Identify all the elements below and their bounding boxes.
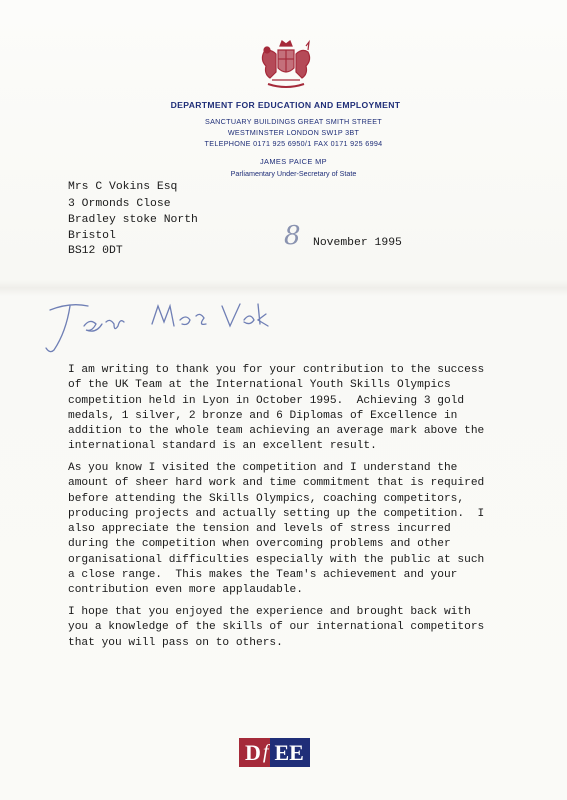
body-paragraph-2: As you know I visited the competition and I understand the amount of sheer hard work and time commitment that is required before attending the Skills Olympics, coaching competitors, producing projects and actually setting up the competition. I also appreciate the tension and levels of stress incurred during the competition when overcoming problems and other organisational difficulties especially with the public at such a close range. This makes the Team's achievement and your contribution even more applaudable. [68,462,485,597]
letter-date: November 1995 [313,237,402,249]
recipient-street: 3 Ormonds Close [68,198,171,210]
handwritten-salutation [40,292,280,362]
logo-ee: EE [270,738,309,767]
address-line-1: SANCTUARY BUILDINGS GREAT SMITH STREET [204,117,382,126]
phone-fax-line: TELEPHONE 0171 925 6950/1 FAX 0171 925 6994 [204,139,383,148]
body-paragraph-3: I hope that you enjoyed the experience and brought back with you a knowledge of the skills of our international competitors that you will pass on to others. [68,606,485,649]
handwritten-date-day: 8 [284,221,301,251]
address-line-2: WESTMINSTER LONDON SW1P 3BT [227,128,360,137]
recipient-postcode: BS12 0DT [68,245,123,257]
department-name: DEPARTMENT FOR EDUCATION AND EMPLOYMENT [170,100,401,110]
logo-f: f [263,738,271,767]
recipient-area: Bradley stoke North [68,214,198,226]
body-paragraph-1: I am writing to thank you for your contribution to the success of the UK Team at the International Youth Skills Olympics competition held in Lyon in October 1995. Achieving 3 gold medals, 1 silver, 2 bronze and 6 Diplomas of Excellence in addition to the whole team achieving an average mark above the international standard is an excellent result. [68,364,485,453]
logo-d: D [239,738,263,767]
royal-coat-of-arms-icon [254,38,318,94]
minister-title: Parliamentary Under-Secretary of State [230,169,357,178]
minister-name: JAMES PAICE MP [259,157,328,166]
dfee-logo [239,738,310,767]
recipient-name: Mrs C Vokins Esq [68,181,178,193]
recipient-city: Bristol [68,230,116,242]
